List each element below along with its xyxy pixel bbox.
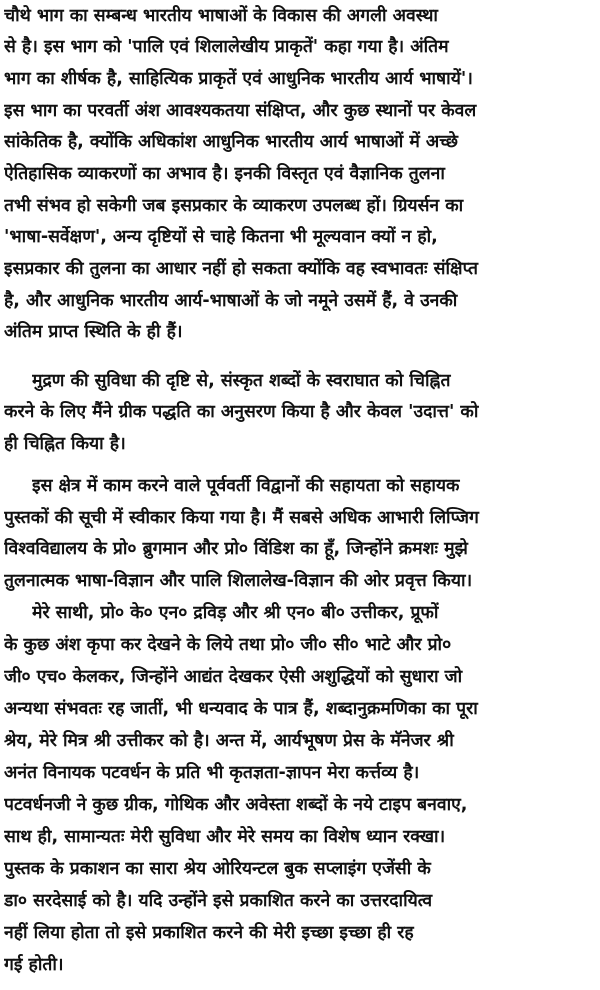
text-line: जी० एच० केलकर, जिन्होंने आद्यंत देखकर ऐसी अशुद्धियों को सुधारा जो (4, 667, 463, 687)
text-line: विश्वविद्यालय के प्रो० ब्रुगमान और प्रो० विंडिश का हूँ, जिन्होंने क्रमशः मुझे (4, 539, 468, 559)
text-line: श्रेय, मेरे मित्र श्री उत्तीकर को है। अन्त में, आर्यभूषण प्रेस के मॅनेजर श्री (4, 731, 454, 751)
text-line: इस क्षेत्र में काम करने वाले पूर्ववर्ती विद्वानों की सहायता को सहायक (32, 476, 460, 496)
text-line: नहीं लिया होता तो इसे प्रकाशित करने की मेरी इच्छा इच्छा ही रह (4, 923, 414, 943)
text-line: डा० सरदेसाई को है। यदि उन्होंने इसे प्रकाशित करने का उत्तरदायित्व (4, 891, 433, 911)
text-line: इसप्रकार की तुलना का आधार नहीं हो सकता क्योंकि वह स्वभावतः संक्षिप्त (4, 259, 478, 279)
text-line: गई होती। (4, 955, 64, 975)
text-line: सांकेतिक है, क्योंकि अधिकांश आधुनिक भारतीय आर्य भाषाओं में अच्छे (4, 132, 459, 152)
text-line: साथ ही, सामान्यतः मेरी सुविधा और मेरे समय का विशेष ध्यान रक्खा। (4, 827, 446, 847)
text-line: पटवर्धनजी ने कुछ ग्रीक, गोथिक और अवेस्ता शब्दों के नये टाइप बनवाए, (4, 795, 468, 815)
text-line: इस भाग का परवर्ती अंश आवश्यकतया संक्षिप्त, और कुछ स्थानों पर केवल (4, 101, 477, 121)
text-line: के कुछ अंश कृपा कर देखने के लिये तथा प्रो० जी० सी० भाटे और प्रो० (4, 635, 452, 655)
text-line: तभी संभव हो सकेगी जब इसप्रकार के व्याकरण उपलब्ध हों। ग्रियर्सन का (4, 196, 464, 216)
text-line: अंतिम प्राप्त स्थिति के ही हैं। (4, 322, 183, 342)
text-line: ही चिह्नित किया है। (4, 434, 126, 454)
text-line: 'भाषा-सर्वेक्षण', अन्य दृष्टियों से चाहे कितना भी मूल्यवान क्यों न हो, (4, 227, 438, 247)
text-line: पुस्तक के प्रकाशन का सारा श्रेय ओरियन्टल बुक सप्लाइंग एजेंसी के (4, 859, 431, 879)
text-line: तुलनात्मक भाषा-विज्ञान और पालि शिलालेख-विज्ञान की ओर प्रवृत्त किया। (4, 571, 473, 591)
text-line: ऐतिहासिक व्याकरणों का अभाव है। इनकी विस्तृत एवं वैज्ञानिक तुलना (4, 164, 445, 184)
text-line: भाग का शीर्षक है, साहित्यिक प्राकृतें एवं आधुनिक भारतीय आर्य भाषायें'। (4, 69, 473, 89)
text-line: करने के लिए मैंने ग्रीक पद्धति का अनुसरण किया है और केवल 'उदात्त' को (4, 402, 479, 422)
text-line: से है। इस भाग को 'पालि एवं शिलालेखीय प्राकृतें' कहा गया है। अंतिम (4, 37, 449, 57)
text-line: मेरे साथी, प्रो० के० एन० द्रविड़ और श्री एन० बी० उत्तीकर, प्रूफों (32, 603, 439, 623)
text-line: है, और आधुनिक भारतीय आर्य-भाषाओं के जो नमूने उसमें हैं, वे उनकी (4, 291, 458, 311)
text-line: पुस्तकों की सूची में स्वीकार किया गया है। मैं सबसे अधिक आभारी लिप्जिग (4, 508, 479, 528)
text-line: अनंत विनायक पटवर्धन के प्रति भी कृतज्ञता-ज्ञापन मेरा कर्त्तव्य है। (4, 763, 420, 783)
text-line: मुद्रण की सुविधा की दृष्टि से, संस्कृत शब्दों के स्वराघात को चिह्नित (32, 371, 451, 391)
text-line: चौथे भाग का सम्बन्ध भारतीय भाषाओं के विकास की अगली अवस्था (4, 6, 438, 26)
text-line: अन्यथा संभवतः रह जातीं, भी धन्यवाद के पात्र हैं, शब्दानुक्रमणिका का पूरा (4, 699, 478, 719)
